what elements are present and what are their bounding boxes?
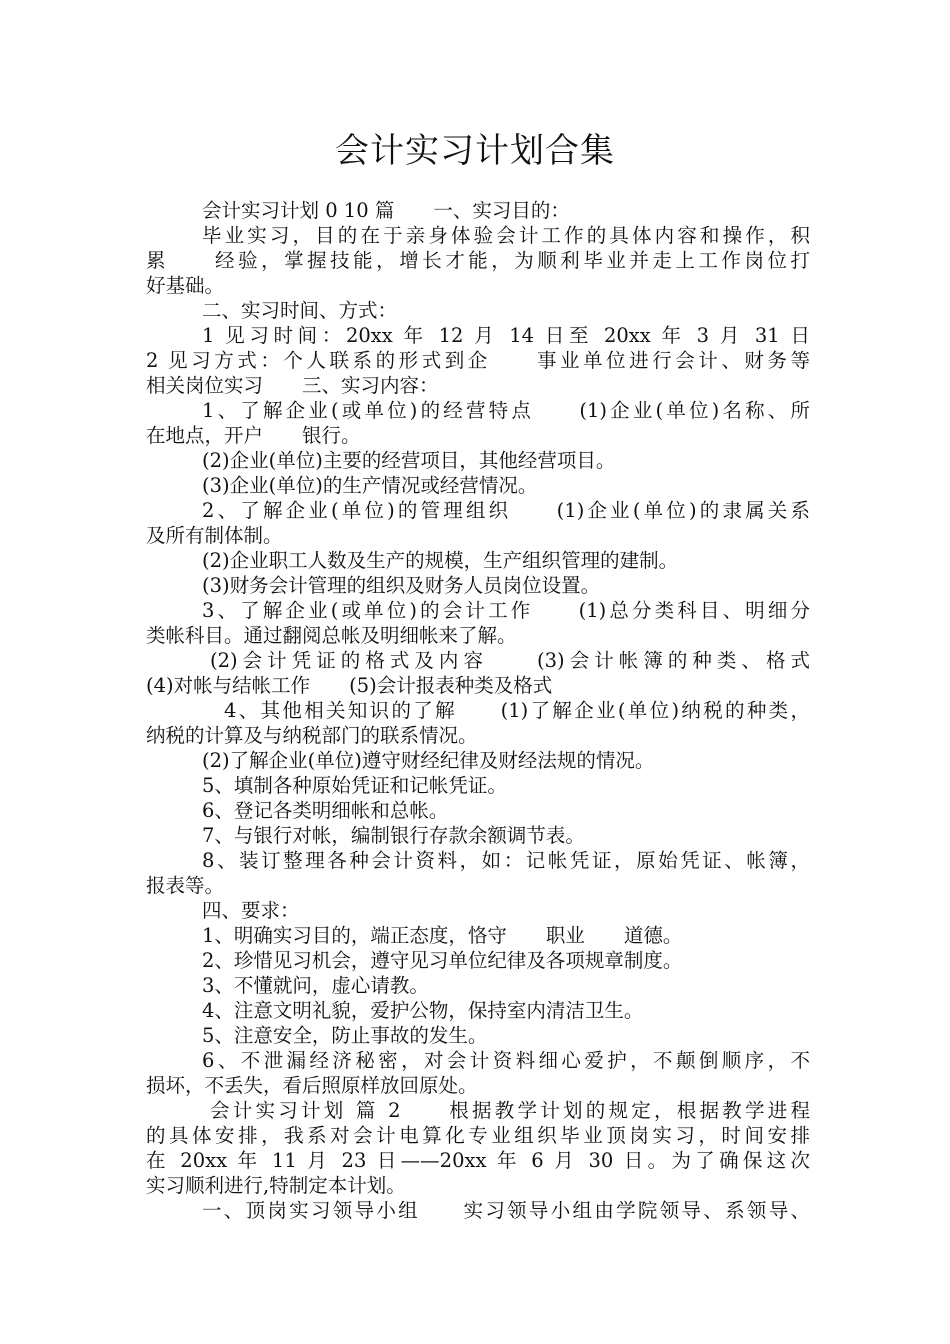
text-line: 4、其他相关知识的了解 (1)了解企业(单位)纳税的种类， bbox=[224, 699, 810, 722]
text-line: 相关岗位实习 三、实习内容： bbox=[146, 374, 439, 397]
document-body bbox=[146, 198, 810, 1223]
text-line: (3)财务会计管理的组织及财务人员岗位设置。 bbox=[202, 574, 601, 597]
text-line: 一、顶岗实习领导小组 实习领导小组由学院领导、系领导、 bbox=[202, 1199, 810, 1222]
text-line: 1、了解企业(或单位)的经营特点 (1)企业(单位)名称、所 bbox=[202, 399, 810, 422]
text-line: 损坏，不丢失，看后照原样放回原处。 bbox=[146, 1074, 478, 1097]
text-line: (2)了解企业(单位)遵守财经纪律及财经法规的情况。 bbox=[202, 749, 655, 772]
text-line: 4、注意文明礼貌，爱护公物，保持室内清洁卫生。 bbox=[202, 999, 644, 1022]
text-line: 1 见习时间：20xx 年 12 月 14 日至 20xx 年 3 月 31 日 bbox=[202, 324, 810, 347]
text-line: 累 经验，掌握技能，增长才能，为顺利毕业并走上工作岗位打 bbox=[146, 249, 810, 272]
text-line: 7、与银行对帐，编制银行存款余额调节表。 bbox=[202, 824, 585, 847]
text-line: 2、珍惜见习机会，遵守见习单位纪律及各项规章制度。 bbox=[202, 949, 683, 972]
text-line: (4)对帐与结帐工作 (5)会计报表种类及格式 bbox=[146, 674, 553, 697]
text-line: 在 20xx 年 11 月 23 日——20xx 年 6 月 30 日。为了确保这次 bbox=[146, 1149, 810, 1172]
text-line: 5、填制各种原始凭证和记帐凭证。 bbox=[202, 774, 507, 797]
text-line: 3、了解企业(或单位)的会计工作 (1)总分类科目、明细分 bbox=[202, 599, 810, 622]
text-line: 会计实习计划 篇 2 根据教学计划的规定，根据教学进程 bbox=[210, 1099, 810, 1122]
text-line: 实习顺利进行,特制定本计划。 bbox=[146, 1174, 406, 1197]
text-line: 及所有制体制。 bbox=[146, 524, 283, 547]
text-line: 8、装订整理各种会计资料，如：记帐凭证，原始凭证、帐簿， bbox=[202, 849, 810, 872]
text-line: (2)会计凭证的格式及内容 (3)会计帐簿的种类、格式 bbox=[210, 649, 810, 672]
text-line: 2 见习方式：个人联系的形式到企 事业单位进行会计、财务等 bbox=[146, 349, 810, 372]
text-line: (2)企业(单位)主要的经营项目，其他经营项目。 bbox=[202, 449, 616, 472]
text-line: 在地点，开户 银行。 bbox=[146, 424, 361, 447]
text-line: 3、不懂就问，虚心请教。 bbox=[202, 974, 429, 997]
text-line: 毕业实习，目的在于亲身体验会计工作的具体内容和操作，积 bbox=[202, 224, 810, 247]
text-line: 二、实习时间、方式： bbox=[202, 299, 398, 322]
text-line: 好基础。 bbox=[146, 274, 225, 297]
text-line: 5、注意安全，防止事故的发生。 bbox=[202, 1024, 488, 1047]
text-line: 报表等。 bbox=[146, 874, 225, 897]
text-line: 纳税的计算及与纳税部门的联系情况。 bbox=[146, 724, 478, 747]
text-line: 6、登记各类明细帐和总帐。 bbox=[202, 799, 449, 822]
text-line: 6、不泄漏经济秘密，对会计资料细心爱护，不颠倒顺序，不 bbox=[202, 1049, 810, 1072]
text-line: 会计实习计划 0 10 篇 一、实习目的： bbox=[202, 199, 570, 222]
text-line: 四、要求： bbox=[202, 899, 300, 922]
text-line: 的具体安排，我系对会计电算化专业组织毕业顶岗实习，时间安排 bbox=[146, 1124, 810, 1147]
text-line: 1、明确实习目的，端正态度，恪守 职业 道德。 bbox=[202, 924, 683, 947]
text-line: 类帐科目。通过翻阅总帐及明细帐来了解。 bbox=[146, 624, 517, 647]
text-line: (3)企业(单位)的生产情况或经营情况。 bbox=[202, 474, 538, 497]
document-title: 会计实习计划合集 bbox=[335, 131, 615, 171]
text-line: 2、了解企业(单位)的管理组织 (1)企业(单位)的隶属关系 bbox=[202, 499, 810, 522]
text-line: (2)企业职工人数及生产的规模，生产组织管理的建制。 bbox=[202, 549, 679, 572]
